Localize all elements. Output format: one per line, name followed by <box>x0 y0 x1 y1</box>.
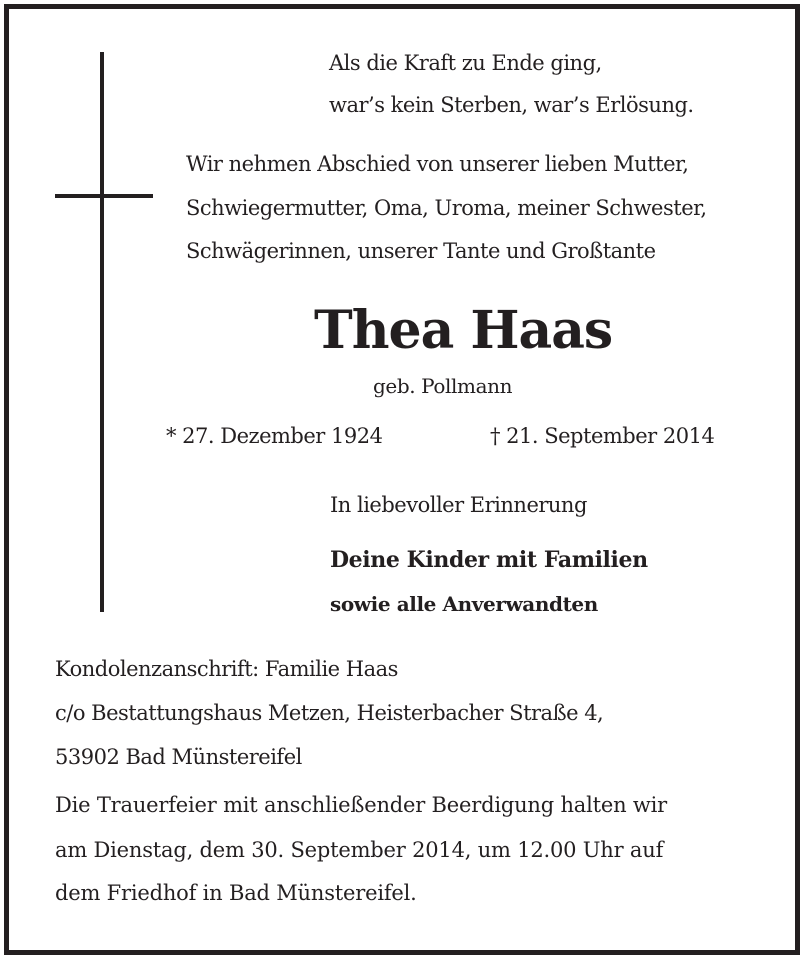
intro-line-2: Schwiegermutter, Oma, Uroma, meiner Schwester, <box>186 196 707 220</box>
birth-date: * 27. Dezember 1924 <box>166 424 383 448</box>
funeral-info-line-2: am Dienstag, dem 30. September 2014, um 12.00 Uhr auf <box>55 838 664 862</box>
cross-icon-horizontal-bar <box>55 194 153 198</box>
condolence-address-line-3: 53902 Bad Münstereifel <box>55 745 302 769</box>
relatives-line: sowie alle Anverwandten <box>330 592 598 616</box>
condolence-address-line-2: c/o Bestattungshaus Metzen, Heisterbacher Straße 4, <box>55 701 604 725</box>
quote-line-1: Als die Kraft zu Ende ging, <box>329 51 602 75</box>
mourners-line: Deine Kinder mit Familien <box>330 547 648 573</box>
funeral-info-line-1: Die Trauerfeier mit anschließender Beerdigung halten wir <box>55 793 668 817</box>
condolence-address-line-1: Kondolenzanschrift: Familie Haas <box>55 657 398 681</box>
death-date: † 21. September 2014 <box>490 424 715 448</box>
intro-line-1: Wir nehmen Abschied von unserer lieben Mutter, <box>186 152 689 176</box>
funeral-info-line-3: dem Friedhof in Bad Münstereifel. <box>55 881 417 905</box>
deceased-name: Thea Haas <box>314 300 613 361</box>
maiden-name: geb. Pollmann <box>373 374 513 398</box>
remembrance-line: In liebevoller Erinnerung <box>330 493 587 517</box>
cross-icon-vertical-bar <box>100 52 104 612</box>
intro-line-3: Schwägerinnen, unserer Tante und Großtante <box>186 239 656 263</box>
quote-line-2: war’s kein Sterben, war’s Erlösung. <box>329 93 694 117</box>
